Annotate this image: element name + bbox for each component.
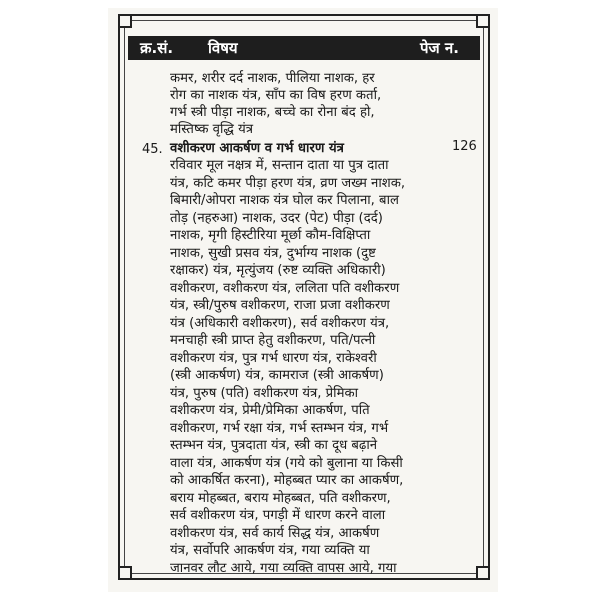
entry-page-number: 126 (452, 139, 477, 154)
text-line: (स्त्री आकर्षण) यंत्र, कामराज (स्त्री आकर्षण) (170, 368, 384, 383)
text-line: सर्व वशीकरण यंत्र, पगड़ी में धारण करने वाला (170, 508, 386, 523)
text-line: गर्भ स्त्री पीड़ा नाशक, बच्चे का रोना बंद हो, (170, 105, 375, 120)
text-line: यंत्र (अधिकारी वशीकरण), सर्व वशीकरण यंत्र, (170, 315, 390, 331)
text-line: जानवर लौट आये, गया व्यक्ति वापस आये, गया (170, 560, 397, 576)
text-line: वशीकरण यंत्र, पुत्र गर्भ धारण यंत्र, राकेश्वरी (170, 350, 377, 366)
text-line: स्तम्भन यंत्र, पुत्रदाता यंत्र, स्त्री का दूध बढ़ाने (170, 438, 378, 453)
entry-title: वशीकरण आकर्षण व गर्भ धारण यंत्र (170, 141, 344, 156)
text-line: रविवार मूल नक्षत्र में, सन्तान दाता या पुत्र दाता (170, 158, 389, 173)
text-line: बराय मोहब्बत, बराय मोहब्बत, पति वशीकरण, (170, 490, 391, 506)
text-line: वशीकरण यंत्र, सर्व कार्य सिद्ध यंत्र, आकर्षण (170, 525, 380, 541)
header-page-number: पेज न. (420, 39, 459, 57)
text-line: वशीकरण, वशीकरण यंत्र, ललिता पति वशीकरण (170, 280, 400, 296)
text-line: रक्षाकर) यंत्र, मृत्युंजय (रुष्ट व्यक्ति अधिकारी) (170, 263, 386, 278)
text-line: मनचाही स्त्री प्राप्त हेतु वशीकरण, पति/पत्नी (170, 333, 376, 348)
text-line: नाशक, सुखी प्रसव यंत्र, दुर्भाग्य नाशक (दुष्ट (170, 245, 376, 261)
entry-number: 45. (142, 142, 163, 157)
text-line: तोड़ (नहरुआ) नाशक, उदर (पेट) पीड़ा (दर्द) (170, 210, 383, 226)
header-serial-number: क्र.सं. (140, 39, 174, 57)
table-header (128, 36, 480, 60)
corner-ornament-bottom-left (118, 566, 132, 580)
text-line: को आकर्षित करना), मोहब्बत प्यार का आकर्षण, (170, 473, 404, 488)
text-line: यंत्र, स्त्री/पुरुष वशीकरण, राजा प्रजा वशीकरण (170, 298, 390, 313)
text-line: वशीकरण, गर्भ रक्षा यंत्र, गर्भ स्तम्भन यंत्र, गर्भ (170, 420, 389, 436)
text-line: यंत्र, पुरुष (पति) वशीकरण यंत्र, प्रेमिका (170, 385, 359, 401)
text-line: वाला यंत्र, आकर्षण यंत्र (गये को बुलाना या किसी (170, 455, 403, 471)
text-line: यंत्र, सर्वोपरि आकर्षण यंत्र, गया व्यक्ति या (170, 543, 370, 558)
corner-ornament-top-right (476, 14, 490, 28)
text-line: यंत्र, कटि कमर पीड़ा हरण यंत्र, व्रण जख्म नाशक, (170, 175, 406, 191)
text-line: नाशक, मृगी हिस्टीरिया मूर्छा कौम-विक्षिप्ता (170, 228, 371, 243)
text-line: रोग का नाशक यंत्र, साँप का विष हरण कर्ता, (170, 88, 382, 103)
corner-ornament-bottom-right (476, 566, 490, 580)
text-line: वशीकरण यंत्र, प्रेमी/प्रेमिका आकर्षण, पति (170, 403, 370, 418)
text-line: मस्तिष्क वृद्धि यंत्र (170, 122, 254, 137)
corner-ornament-top-left (118, 14, 132, 28)
text-line: बिमारी/ओपरा नाशक यंत्र घोल कर पिलाना, बाल (170, 193, 399, 208)
header-subject: विषय (208, 39, 238, 57)
text-line: कमर, शरीर दर्द नाशक, पीलिया नाशक, हर (170, 71, 375, 86)
